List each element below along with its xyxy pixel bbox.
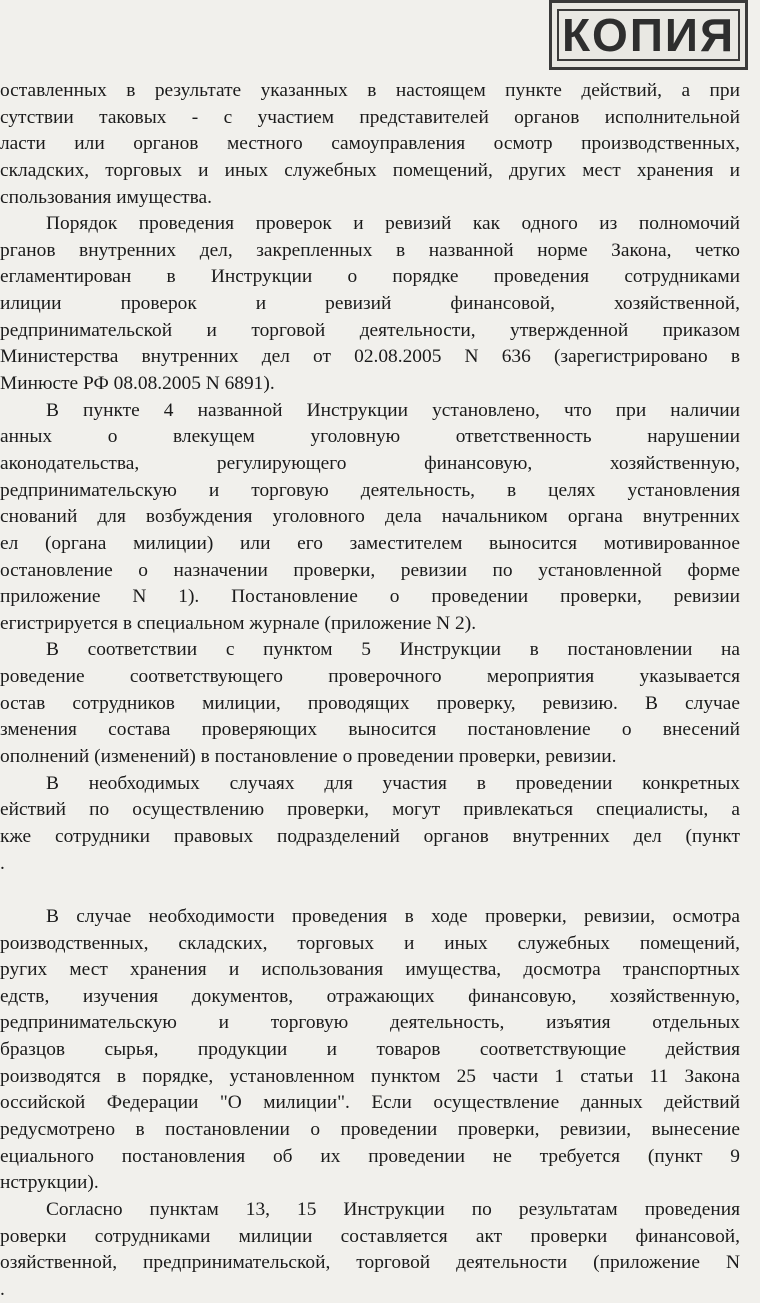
paragraph-2 xyxy=(0,211,740,397)
text-line: оставленных в результате указанных в настоящем пункте действий, а при xyxy=(0,80,740,101)
text-line: складских, торговых и иных служебных помещений, других мест хранения и xyxy=(0,159,740,181)
text-line: В соответствии с пунктом 5 Инструкции в постановлении на xyxy=(46,639,740,661)
document-body xyxy=(0,78,740,1303)
text-line: егистрируется в специальном журнале (приложение N 2). xyxy=(0,612,477,634)
text-line: роверки сотрудниками милиции составляется акт проверки финансовой, xyxy=(0,1225,740,1247)
text-line: озяйственной, предпринимательской, торговой деятельности (приложение N xyxy=(0,1252,740,1274)
text-line: спользования имущества. xyxy=(0,186,213,208)
text-line: редусмотрено в постановлении о проведении проверки, ревизии, вынесение xyxy=(0,1118,740,1140)
text-line: рганов внутренних дел, закрепленных в названной норме Закона, четко xyxy=(0,239,740,261)
text-line: В пункте 4 названной Инструкции установлено, что при наличии xyxy=(46,399,740,421)
paragraph-3 xyxy=(0,398,740,638)
text-line: В необходимых случаях для участия в проведении конкретных xyxy=(46,772,740,794)
text-line: роизводственных, складских, торговых и иных служебных помещений, xyxy=(0,932,740,954)
text-line: редпринимательскую и торговую деятельность, в целях установления xyxy=(0,479,740,501)
text-line: нструкции). xyxy=(0,1172,99,1194)
text-line: . xyxy=(0,1278,5,1300)
text-line: остав сотрудников милиции, проводящих проверку, ревизию. В случае xyxy=(0,692,740,714)
text-line: ействий по осуществлению проверки, могут привлекаться специалисты, а xyxy=(0,799,740,821)
text-line: ециального постановления об их проведении не требуется (пункт 9 xyxy=(0,1145,740,1167)
text-line: Согласно пунктам 13, 15 Инструкции по результатам проведения xyxy=(46,1198,740,1220)
text-line: снований для возбуждения уголовного дела начальником органа внутренних xyxy=(0,506,740,528)
text-line: редпринимательскую и торговую деятельность, изъятия отдельных xyxy=(0,1012,740,1034)
text-line: редпринимательской и торговой деятельности, утвержденной приказом xyxy=(0,319,740,341)
text-line: илиции проверок и ревизий финансовой, хозяйственной, xyxy=(0,293,740,315)
text-line: анных о влекущем уголовную ответственность нарушении xyxy=(0,426,740,448)
kopiya-stamp-frame xyxy=(557,9,740,61)
text-line: ел (органа милиции) или его заместителем выносится мотивированное xyxy=(0,532,740,554)
text-line: остановление о назначении проверки, ревизии по установленной форме xyxy=(0,559,740,581)
paragraph-gap xyxy=(0,877,740,904)
paragraph-4 xyxy=(0,637,740,770)
text-line: В случае необходимости проведения в ходе проверки, ревизии, осмотра xyxy=(46,905,740,927)
text-line: Порядок проведения проверок и ревизий как одного из полномочий xyxy=(46,213,740,235)
paragraph-5 xyxy=(0,771,740,878)
text-line: бразцов сырья, продукции и товаров соответствующие действия xyxy=(0,1039,740,1061)
paragraph-7 xyxy=(0,1197,740,1303)
text-line: ополнений (изменений) в постановление о проведении проверки, ревизии. xyxy=(0,746,617,768)
text-line: Министерства внутренних дел от 02.08.2005 N 636 (зарегистрировано в xyxy=(0,346,740,368)
text-line: егламентирован в Инструкции о порядке проведения сотрудниками xyxy=(0,266,740,288)
text-line: аконодательства, регулирующего финансовую, хозяйственную, xyxy=(0,452,740,474)
kopiya-stamp xyxy=(549,0,748,70)
paragraph-6 xyxy=(0,904,740,1197)
text-line: приложение N 1). Постановление о проведении проверки, ревизии xyxy=(0,586,740,608)
text-line: оссийской Федерации "О милиции". Если осуществление данных действий xyxy=(0,1092,740,1114)
text-line: сутствии таковых - с участием представителей органов исполнительной xyxy=(0,106,740,128)
text-line: зменения состава проверяющих выносится постановление о внесений xyxy=(0,719,740,741)
text-line: кже сотрудники правовых подразделений органов внутренних дел (пункт xyxy=(0,825,740,847)
text-line: роведение соответствующего проверочного мероприятия указывается xyxy=(0,666,740,688)
kopiya-stamp-text: КОПИЯ xyxy=(561,9,736,61)
text-line: Минюсте РФ 08.08.2005 N 6891). xyxy=(0,373,275,395)
text-line: ругих мест хранения и использования имущества, досмотра транспортных xyxy=(0,959,740,981)
paragraph-1 xyxy=(0,78,740,211)
text-line: едств, изучения документов, отражающих финансовую, хозяйственную, xyxy=(0,985,740,1007)
text-line: . xyxy=(0,852,5,874)
text-line: ласти или органов местного самоуправления осмотр производственных, xyxy=(0,133,740,155)
text-line: роизводятся в порядке, установленном пунктом 25 части 1 статьи 11 Закона xyxy=(0,1065,740,1087)
